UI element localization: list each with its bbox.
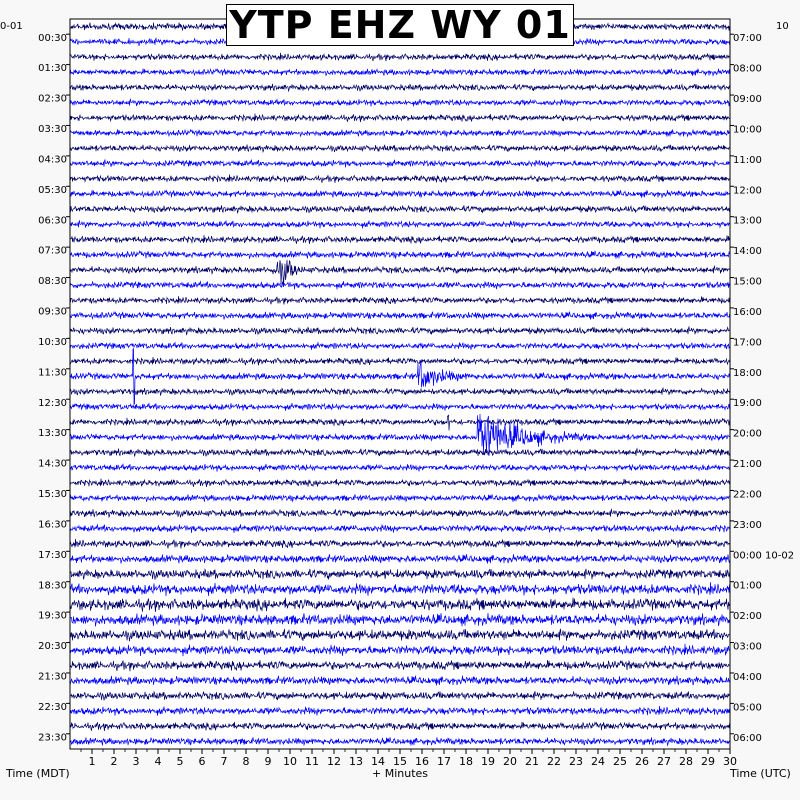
x-tick-label-26: 26 [635, 755, 649, 768]
x-tick-label-21: 21 [525, 755, 539, 768]
right-axis-title: Time (UTC) [730, 767, 791, 780]
x-tick-label-27: 27 [657, 755, 671, 768]
left-axis-title: Time (MDT) [6, 767, 70, 780]
x-tick-label-15: 15 [393, 755, 407, 768]
right-tick-label-19: 01:00 [733, 580, 762, 592]
right-tick-label-16: 22:00 [733, 489, 762, 501]
corner-date-right: 10 [776, 21, 789, 32]
x-tick-label-4: 4 [154, 755, 162, 768]
x-tick-label-13: 13 [349, 755, 363, 768]
x-tick-label-30: 30 [723, 755, 737, 768]
right-tick-label-13: 19:00 [733, 398, 762, 410]
x-tick-label-8: 8 [242, 755, 250, 768]
left-tick-label-19: 18:30 [38, 580, 67, 592]
left-tick-label-2: 01:30 [38, 63, 67, 75]
left-tick-label-5: 04:30 [38, 154, 67, 166]
x-tick-label-17: 17 [437, 755, 451, 768]
x-tick-label-7: 7 [220, 755, 228, 768]
x-tick-label-25: 25 [613, 755, 627, 768]
right-tick-label-9: 15:00 [733, 276, 762, 288]
right-tick-label-20: 02:00 [733, 611, 762, 623]
right-tick-label-21: 03:00 [733, 641, 762, 653]
plot-area [70, 19, 730, 749]
left-tick-label-10: 09:30 [38, 306, 67, 318]
left-tick-label-23: 22:30 [38, 701, 67, 713]
right-tick-label-3: 09:00 [733, 94, 762, 106]
left-tick-label-14: 13:30 [38, 428, 67, 440]
left-tick-label-22: 21:30 [38, 671, 67, 683]
x-tick-label-14: 14 [371, 755, 385, 768]
x-tick-label-12: 12 [327, 755, 341, 768]
right-tick-label-18: 00:00 10-02 [733, 550, 795, 562]
right-tick-label-6: 12:00 [733, 185, 762, 197]
x-tick-label-28: 28 [679, 755, 693, 768]
x-tick-label-3: 3 [132, 755, 140, 768]
right-tick-label-11: 17:00 [733, 337, 762, 349]
x-tick-label-16: 16 [415, 755, 429, 768]
x-tick-label-18: 18 [459, 755, 473, 768]
left-tick-label-1: 00:30 [38, 32, 67, 44]
corner-date-left: 0-01 [0, 21, 23, 32]
x-axis-title: + Minutes [372, 767, 429, 780]
left-tick-label-11: 10:30 [38, 336, 67, 348]
right-tick-label-4: 10:00 [733, 124, 762, 136]
right-tick-label-14: 20:00 [733, 428, 762, 440]
x-tick-label-29: 29 [701, 755, 715, 768]
left-tick-label-8: 07:30 [38, 245, 67, 257]
x-tick-label-19: 19 [481, 755, 495, 768]
x-tick-label-2: 2 [110, 755, 118, 768]
left-tick-label-12: 11:30 [38, 367, 67, 379]
x-tick-label-23: 23 [569, 755, 583, 768]
left-tick-label-24: 23:30 [38, 732, 67, 744]
left-tick-label-7: 06:30 [38, 215, 67, 227]
left-tick-label-3: 02:30 [38, 93, 67, 105]
left-tick-label-17: 16:30 [38, 519, 67, 531]
right-tick-label-2: 08:00 [733, 63, 762, 75]
right-tick-label-1: 07:00 [733, 33, 762, 45]
x-tick-label-1: 1 [88, 755, 96, 768]
left-tick-label-21: 20:30 [38, 641, 67, 653]
x-tick-label-11: 11 [305, 755, 319, 768]
left-tick-label-18: 17:30 [38, 549, 67, 561]
right-tick-label-12: 18:00 [733, 367, 762, 379]
right-tick-label-8: 14:00 [733, 246, 762, 258]
right-tick-label-10: 16:00 [733, 306, 762, 318]
x-tick-label-6: 6 [198, 755, 206, 768]
chart-title: YTP EHZ WY 01 [226, 4, 574, 46]
x-tick-label-5: 5 [176, 755, 184, 768]
right-tick-label-7: 13:00 [733, 215, 762, 227]
left-tick-label-6: 05:30 [38, 184, 67, 196]
right-tick-label-17: 23:00 [733, 519, 762, 531]
x-tick-label-20: 20 [503, 755, 517, 768]
left-tick-label-15: 14:30 [38, 458, 67, 470]
left-tick-label-4: 03:30 [38, 124, 67, 136]
right-tick-label-22: 04:00 [733, 671, 762, 683]
left-tick-label-9: 08:30 [38, 276, 67, 288]
x-tick-label-22: 22 [547, 755, 561, 768]
x-tick-label-9: 9 [264, 755, 272, 768]
left-tick-label-13: 12:30 [38, 397, 67, 409]
x-tick-label-10: 10 [283, 755, 297, 768]
right-tick-label-24: 06:00 [733, 732, 762, 744]
right-tick-label-23: 05:00 [733, 702, 762, 714]
right-tick-label-15: 21:00 [733, 459, 762, 471]
left-tick-label-20: 19:30 [38, 610, 67, 622]
right-tick-label-5: 11:00 [733, 154, 762, 166]
left-tick-label-16: 15:30 [38, 489, 67, 501]
x-tick-label-24: 24 [591, 755, 605, 768]
